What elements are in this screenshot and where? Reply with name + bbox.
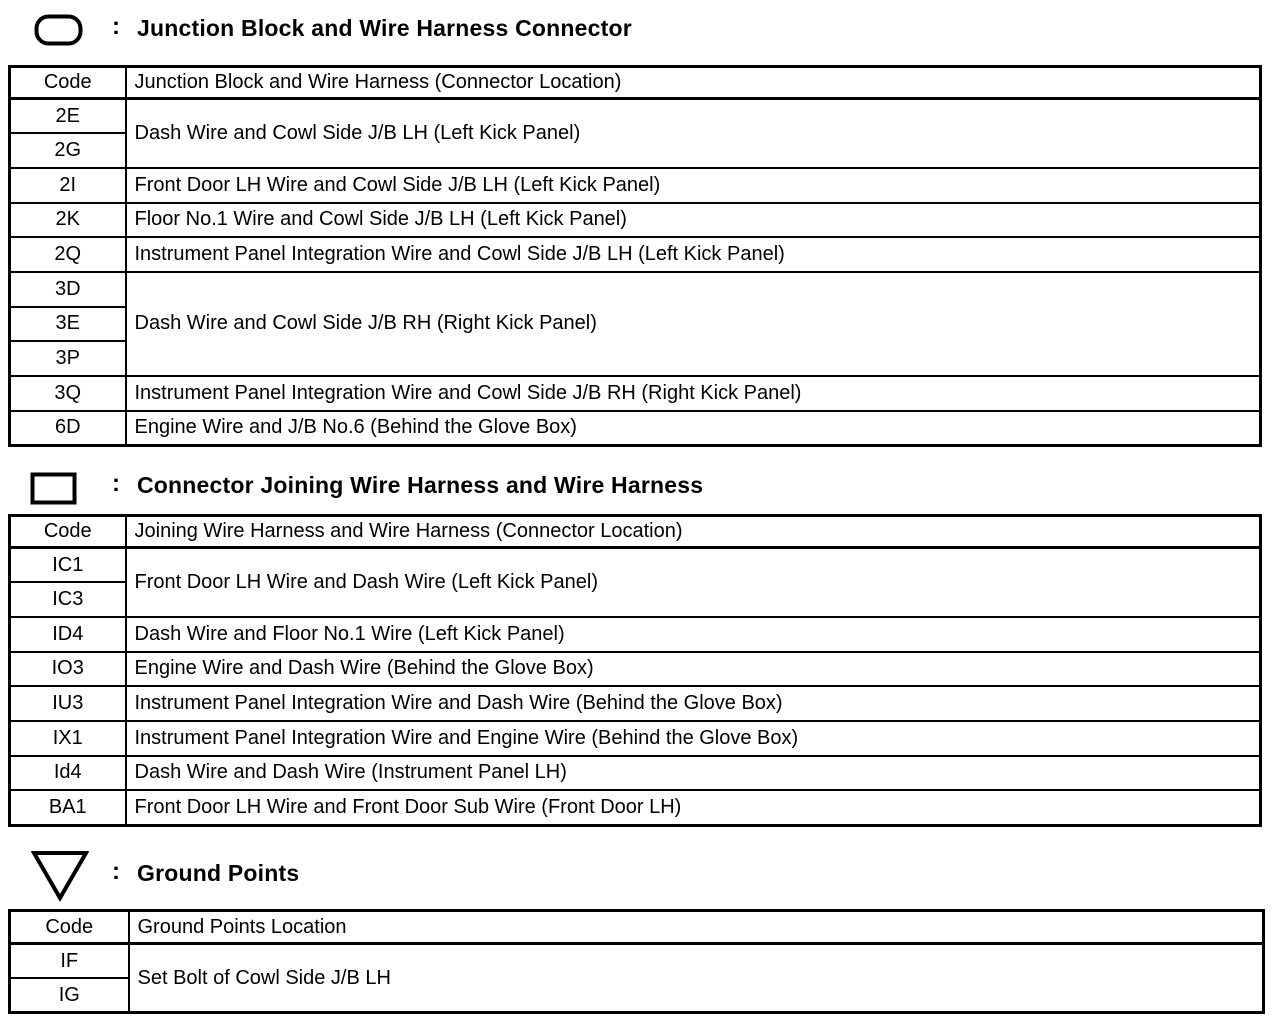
table-row [10,411,1261,446]
heading-colon: : [112,470,120,497]
rounded-rect-symbol-icon [34,14,84,51]
connector-code-cell: 2I [10,168,126,203]
connector-code-cell: IX1 [10,721,126,756]
location-description-cell: Engine Wire and J/B No.6 (Behind the Glove Box) [126,411,1261,446]
table-row [10,944,1264,979]
location-column-header: Ground Points Location [129,911,1264,944]
location-description-cell: Front Door LH Wire and Front Door Sub Wire (Front Door LH) [126,790,1261,825]
heading-colon: : [112,13,120,40]
connector-code-cell: IC1 [10,548,126,583]
connector-code-cell: 2E [10,99,126,134]
table-row [10,652,1261,687]
table-row [10,203,1261,238]
table-row [10,272,1261,307]
location-description-cell: Instrument Panel Integration Wire and Engine Wire (Behind the Glove Box) [126,721,1261,756]
code-column-header: Code [10,67,126,99]
location-description-cell: Floor No.1 Wire and Cowl Side J/B LH (Left Kick Panel) [126,203,1261,238]
square-symbol-icon [30,472,78,511]
section-junction-block-heading [0,8,1280,48]
location-description-cell: Instrument Panel Integration Wire and Dash Wire (Behind the Glove Box) [126,686,1261,721]
table-row [10,617,1261,652]
code-column-header: Code [10,516,126,548]
table-header-row [10,911,1264,944]
table-row [10,376,1261,411]
table-header-row [10,516,1261,548]
connector-code-cell: 3E [10,307,126,342]
connector-code-cell: 2G [10,133,126,168]
junction-block-table [8,65,1262,447]
code-column-header: Code [10,911,129,944]
location-description-cell: Front Door LH Wire and Dash Wire (Left Kick Panel) [126,548,1261,617]
connector-code-cell: 3D [10,272,126,307]
location-description-cell: Engine Wire and Dash Wire (Behind the Glove Box) [126,652,1261,687]
connector-code-cell: 3P [10,341,126,376]
table-row [10,721,1261,756]
table-row [10,790,1261,825]
location-description-cell: Instrument Panel Integration Wire and Cowl Side J/B LH (Left Kick Panel) [126,237,1261,272]
table-row [10,99,1261,134]
table-row [10,168,1261,203]
location-description-cell: Dash Wire and Dash Wire (Instrument Panel LH) [126,756,1261,791]
connector-code-cell: 2K [10,203,126,238]
heading-colon: : [112,858,120,885]
location-description-cell: Dash Wire and Cowl Side J/B LH (Left Kick Panel) [126,99,1261,168]
location-description-cell: Dash Wire and Floor No.1 Wire (Left Kick Panel) [126,617,1261,652]
connector-code-cell: 3Q [10,376,126,411]
table-row [10,756,1261,791]
connector-code-cell: IF [10,944,129,979]
connector-code-cell: BA1 [10,790,126,825]
section-title: Ground Points [137,860,300,886]
location-description-cell: Dash Wire and Cowl Side J/B RH (Right Kick Panel) [126,272,1261,376]
connector-code-cell: Id4 [10,756,126,791]
triangle-symbol-icon [31,850,89,907]
connector-table [8,514,1262,827]
connector-code-cell: IG [10,978,129,1013]
section-title: Junction Block and Wire Harness Connector [137,15,632,41]
location-description-cell: Front Door LH Wire and Cowl Side J/B LH (Left Kick Panel) [126,168,1261,203]
table-header-row [10,67,1261,99]
connector-code-cell: IU3 [10,686,126,721]
table-row [10,237,1261,272]
location-column-header: Junction Block and Wire Harness (Connector Location) [126,67,1261,99]
connector-code-cell: 2Q [10,237,126,272]
connector-code-cell: IO3 [10,652,126,687]
connector-code-cell: IC3 [10,582,126,617]
table-row [10,548,1261,583]
section-ground-points-heading [0,848,1280,904]
location-description-cell: Set Bolt of Cowl Side J/B LH [129,944,1264,1013]
connector-code-cell: 6D [10,411,126,446]
ground-points-table [8,909,1265,1014]
location-column-header: Joining Wire Harness and Wire Harness (Connector Location) [126,516,1261,548]
connector-code-cell: ID4 [10,617,126,652]
section-title: Connector Joining Wire Harness and Wire Harness [137,472,704,498]
table-row [10,686,1261,721]
location-description-cell: Instrument Panel Integration Wire and Cowl Side J/B RH (Right Kick Panel) [126,376,1261,411]
section-connector-heading [0,466,1280,506]
